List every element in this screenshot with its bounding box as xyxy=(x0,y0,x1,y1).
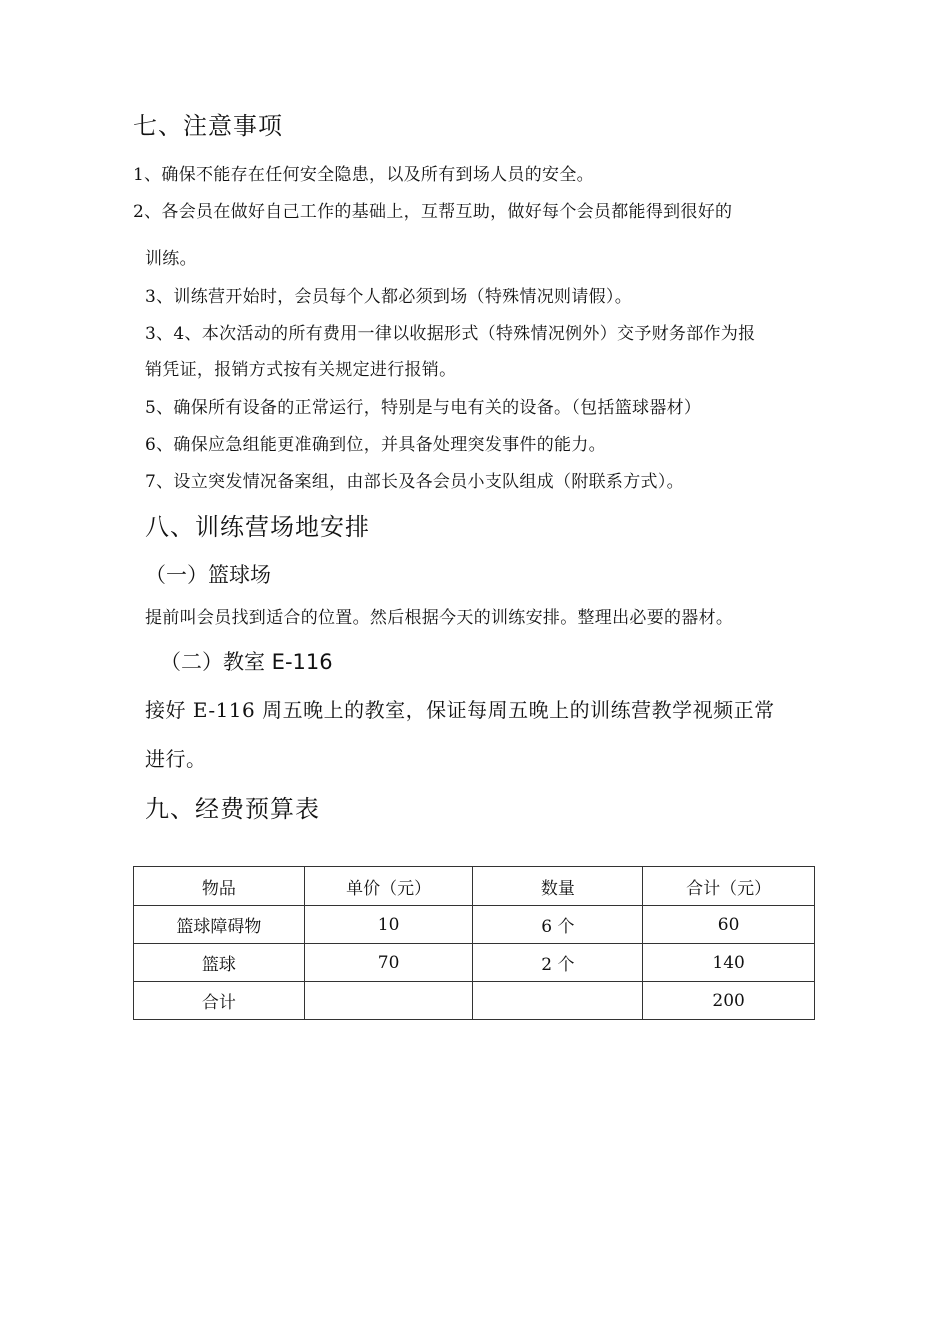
table-cell: 140 xyxy=(643,944,815,982)
section-7-item-4-cont: 销凭证，报销方式按有关规定进行报销。 xyxy=(145,360,457,380)
section-9-title: 九、经费预算表 xyxy=(145,795,320,823)
section-7-item-5: 5、确保所有设备的正常运行，特别是与电有关的设备。（包括篮球器材） xyxy=(145,398,702,418)
table-header-cell: 数量 xyxy=(473,867,643,906)
table-cell: 200 xyxy=(643,982,815,1020)
table-row xyxy=(134,944,815,982)
section-7-title: 七、注意事项 xyxy=(133,112,283,140)
section-8-sub-2-text-line-2: 进行。 xyxy=(145,747,207,771)
table-header-cell: 合计（元） xyxy=(643,867,815,906)
table-cell: 2 个 xyxy=(473,944,643,982)
section-7-item-7: 7、设立突发情况备案组，由部长及各会员小支队组成（附联系方式）。 xyxy=(145,472,684,492)
section-8-sub-1-text: 提前叫会员找到适合的位置。然后根据今天的训练安排。整理出必要的器材。 xyxy=(145,608,734,628)
section-7-item-4: 3、4、本次活动的所有费用一律以收据形式（特殊情况例外）交予财务部作为报 xyxy=(145,324,756,344)
table-cell: 6 个 xyxy=(473,906,643,944)
table-row xyxy=(134,906,815,944)
table-cell xyxy=(304,982,473,1020)
table-cell: 60 xyxy=(643,906,815,944)
section-8-sub-1-title: （一）篮球场 xyxy=(145,563,271,587)
section-7-item-3: 3、训练营开始时，会员每个人都必须到场（特殊情况则请假）。 xyxy=(145,287,633,307)
table-cell: 合计 xyxy=(134,982,305,1020)
section-7-item-2-cont: 训练。 xyxy=(145,249,197,269)
section-7-item-6: 6、确保应急组能更准确到位，并具备处理突发事件的能力。 xyxy=(145,435,606,455)
section-8-title: 八、训练营场地安排 xyxy=(145,513,370,541)
table-cell: 篮球 xyxy=(134,944,305,982)
table-header-cell: 单价（元） xyxy=(304,867,473,906)
table-cell: 70 xyxy=(304,944,473,982)
table-cell: 10 xyxy=(304,906,473,944)
table-total-row xyxy=(134,982,815,1020)
section-8-sub-2-title: （二）教室 E-116 xyxy=(160,650,333,674)
section-7-item-2: 2、各会员在做好自己工作的基础上，互帮互助，做好每个会员都能得到很好的 xyxy=(133,202,733,222)
section-7-item-1: 1、确保不能存在任何安全隐患，以及所有到场人员的安全。 xyxy=(133,165,594,185)
section-8-sub-2-text-line-1: 接好 E-116 周五晚上的教室，保证每周五晚上的训练营教学视频正常 xyxy=(145,698,775,722)
table-header-cell: 物品 xyxy=(134,867,305,906)
budget-table xyxy=(133,866,815,1020)
table-cell xyxy=(473,982,643,1020)
table-cell: 篮球障碍物 xyxy=(134,906,305,944)
table-header-row xyxy=(134,867,815,906)
